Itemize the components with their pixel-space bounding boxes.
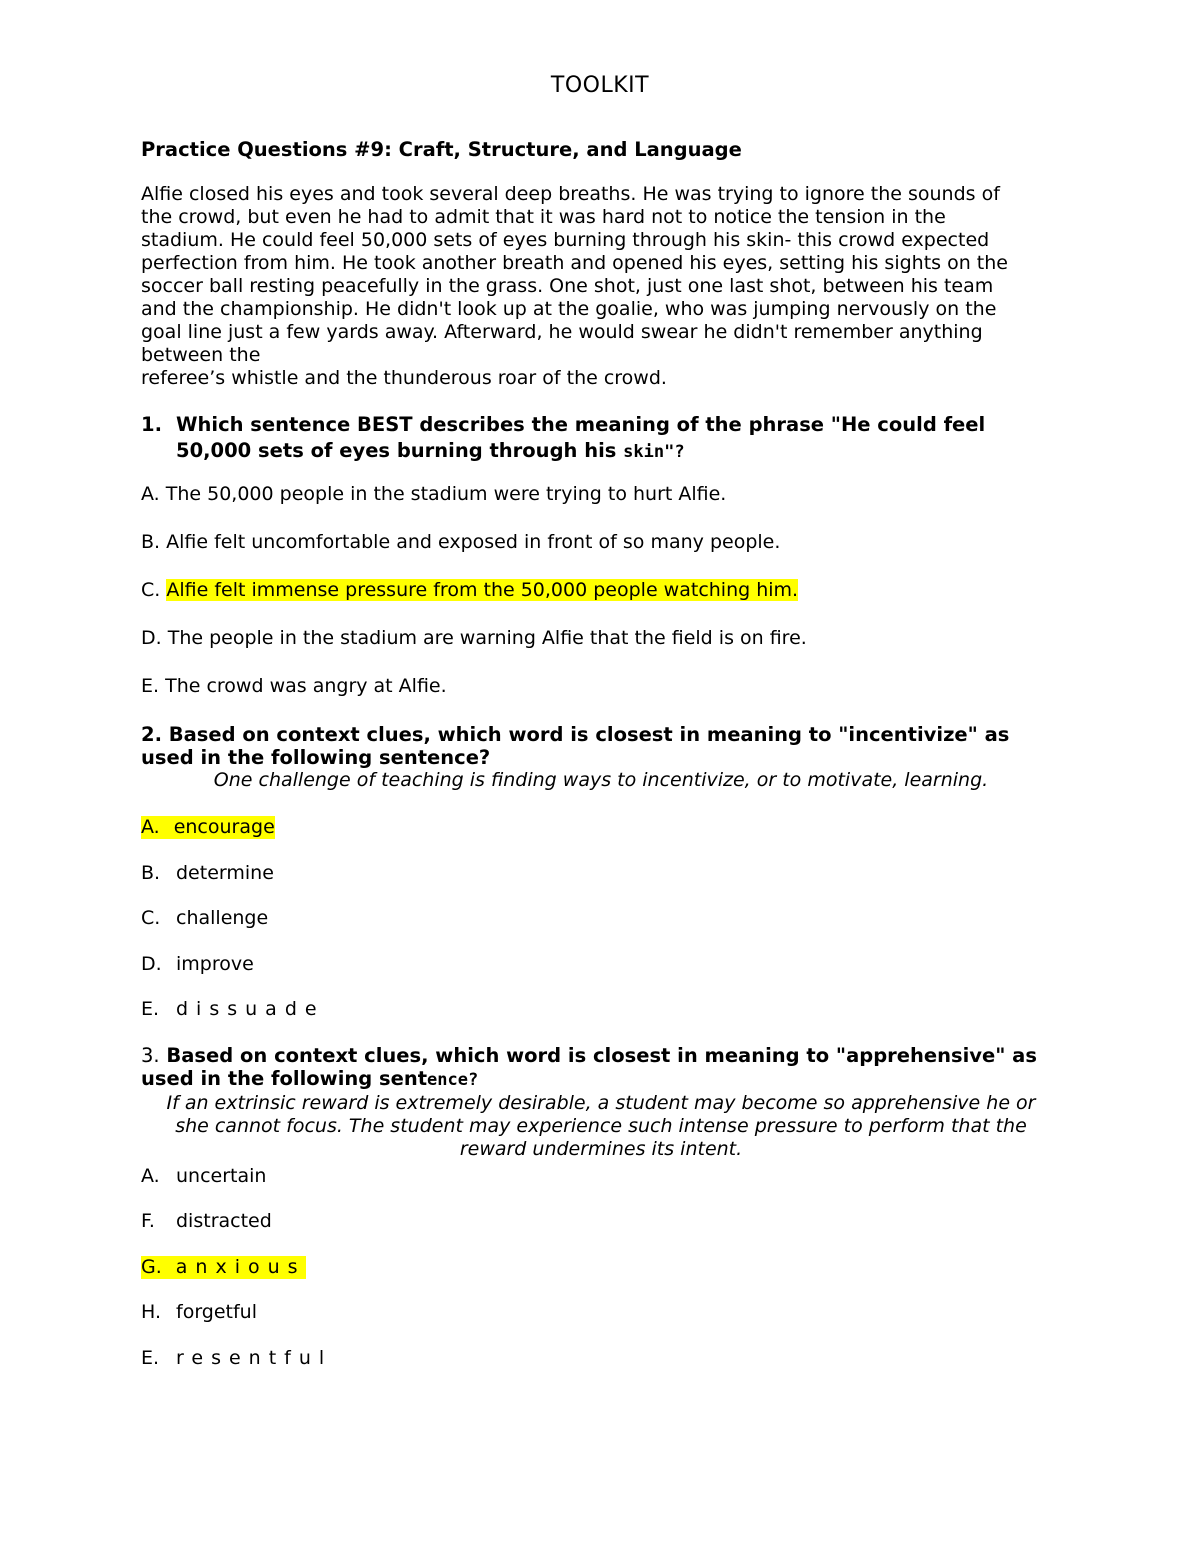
- example-line: reward undermines its intent.: [459, 1137, 743, 1160]
- question-line-start: used in the following sent: [141, 1066, 428, 1090]
- option-text: forgetful: [176, 1301, 258, 1323]
- example-sentence: [141, 769, 1061, 792]
- passage-line: and the championship. He didn't look up at the goalie, who was jumping nervously on the: [141, 298, 997, 320]
- question-3: [141, 1044, 1061, 1092]
- option-letter: A.: [141, 816, 174, 839]
- question-line-end: skin"?: [623, 442, 685, 462]
- question-line: Which sentence BEST describes the meaning of the phrase "He could feel: [176, 413, 986, 436]
- option-letter: B.: [141, 861, 161, 884]
- answer-option-c: [141, 907, 1061, 930]
- option-letter: H.: [141, 1301, 161, 1323]
- option-letter: F.: [141, 1210, 155, 1232]
- option-letter: D.: [141, 627, 162, 649]
- answer-option-f: [141, 1210, 1061, 1233]
- answer-option-b: [141, 531, 1061, 554]
- question-line-start: 50,000 sets of eyes burning through his: [176, 439, 624, 462]
- option-text: The people in the stadium are warning Alfie that the field is on fire.: [167, 627, 807, 649]
- answer-option-b: [141, 862, 1061, 885]
- answer-option-g: [141, 1256, 1061, 1279]
- question-line: used in the following sentence?: [141, 746, 491, 769]
- question-line: 2. Based on context clues, which word is closest in meaning to "incentivize" as: [141, 723, 1010, 746]
- example-line: she cannot focus. The student may experience such intense pressure to perform that the: [175, 1114, 1027, 1137]
- answer-option-e: [141, 1347, 1061, 1370]
- option-letter: D.: [141, 952, 162, 975]
- question-line: [141, 1044, 1061, 1067]
- option-text: distracted: [176, 1210, 272, 1232]
- passage-line: between the: [141, 344, 261, 366]
- answer-option-d: [141, 953, 1061, 976]
- passage-line: stadium. He could feel 50,000 sets of eyes burning through his skin- this crowd expected: [141, 229, 990, 251]
- section-heading: Practice Questions #9: Craft, Structure, and Language: [141, 138, 742, 161]
- option-letter: A.: [141, 483, 160, 505]
- question-2: [141, 723, 1061, 769]
- answer-option-h: [141, 1301, 1061, 1324]
- example-line: If an extrinsic reward is extremely desirable, a student may become so apprehensive he or: [166, 1091, 1036, 1114]
- passage-line: soccer ball resting peacefully in the grass. One shot, just one last shot, between his team: [141, 275, 994, 297]
- example-sentence: [141, 1092, 1061, 1161]
- answer-option-a: [141, 1165, 1061, 1188]
- option-text: challenge: [176, 907, 269, 929]
- option-letter: G.: [141, 1256, 176, 1279]
- answer-option-a: [141, 816, 1061, 839]
- option-letter: B.: [141, 531, 161, 553]
- option-letter: E.: [141, 1346, 160, 1369]
- option-text: dissuade: [176, 998, 325, 1020]
- option-text: uncertain: [176, 1164, 267, 1187]
- option-text: The 50,000 people in the stadium were trying to hurt Alfie.: [165, 483, 727, 505]
- option-text-highlighted: anxious: [175, 1255, 306, 1278]
- option-letter: C.: [141, 579, 161, 601]
- option-letter: A.: [141, 1164, 160, 1187]
- answer-option-e: [141, 675, 1061, 698]
- option-text: Alfie felt uncomfortable and exposed in front of so many people.: [166, 531, 781, 553]
- question-line-end: ence?: [427, 1069, 479, 1090]
- page-title: TOOLKIT: [550, 73, 650, 98]
- question-line-text: Based on context clues, which word is closest in meaning to "apprehensive" as: [166, 1043, 1037, 1067]
- passage-line: perfection from him. He took another breath and opened his eyes, setting his sights on the: [141, 252, 1008, 274]
- option-letter: C.: [141, 907, 161, 929]
- question-line: [141, 1067, 1061, 1092]
- answer-option-d: [141, 627, 1061, 650]
- question-line: [176, 438, 985, 465]
- question-1: [141, 412, 1061, 465]
- option-text: resentful: [176, 1346, 333, 1369]
- answer-option-c: [141, 579, 1061, 602]
- option-text-highlighted: encourage: [173, 816, 275, 838]
- answer-option-a: [141, 483, 1061, 506]
- document-content: [141, 138, 1061, 1392]
- passage-line: the crowd, but even he had to admit that it was hard not to notice the tension in the: [141, 206, 946, 228]
- passage-line: Alfie closed his eyes and took several deep breaths. He was trying to ignore the sounds of: [141, 183, 1000, 205]
- option-letter: E.: [141, 998, 160, 1020]
- question-text: [176, 412, 985, 465]
- question-number: 1.: [141, 413, 162, 436]
- answer-option-e: [141, 998, 1061, 1021]
- option-letter: E.: [141, 675, 160, 697]
- passage-line: referee’s whistle and the thunderous roar of the crowd.: [141, 367, 667, 389]
- option-text-highlighted: Alfie felt immense pressure from the 50,000 people watching him.: [166, 579, 799, 601]
- reading-passage: [141, 183, 1061, 390]
- option-text: determine: [176, 861, 274, 884]
- example-line: One challenge of teaching is finding ways to incentivize, or to motivate, learning.: [213, 769, 989, 791]
- option-text: improve: [176, 952, 254, 975]
- option-text: The crowd was angry at Alfie.: [165, 675, 447, 697]
- passage-line: goal line just a few yards away. Afterward, he would swear he didn't remember anything: [141, 321, 983, 343]
- question-number: 3.: [141, 1043, 160, 1067]
